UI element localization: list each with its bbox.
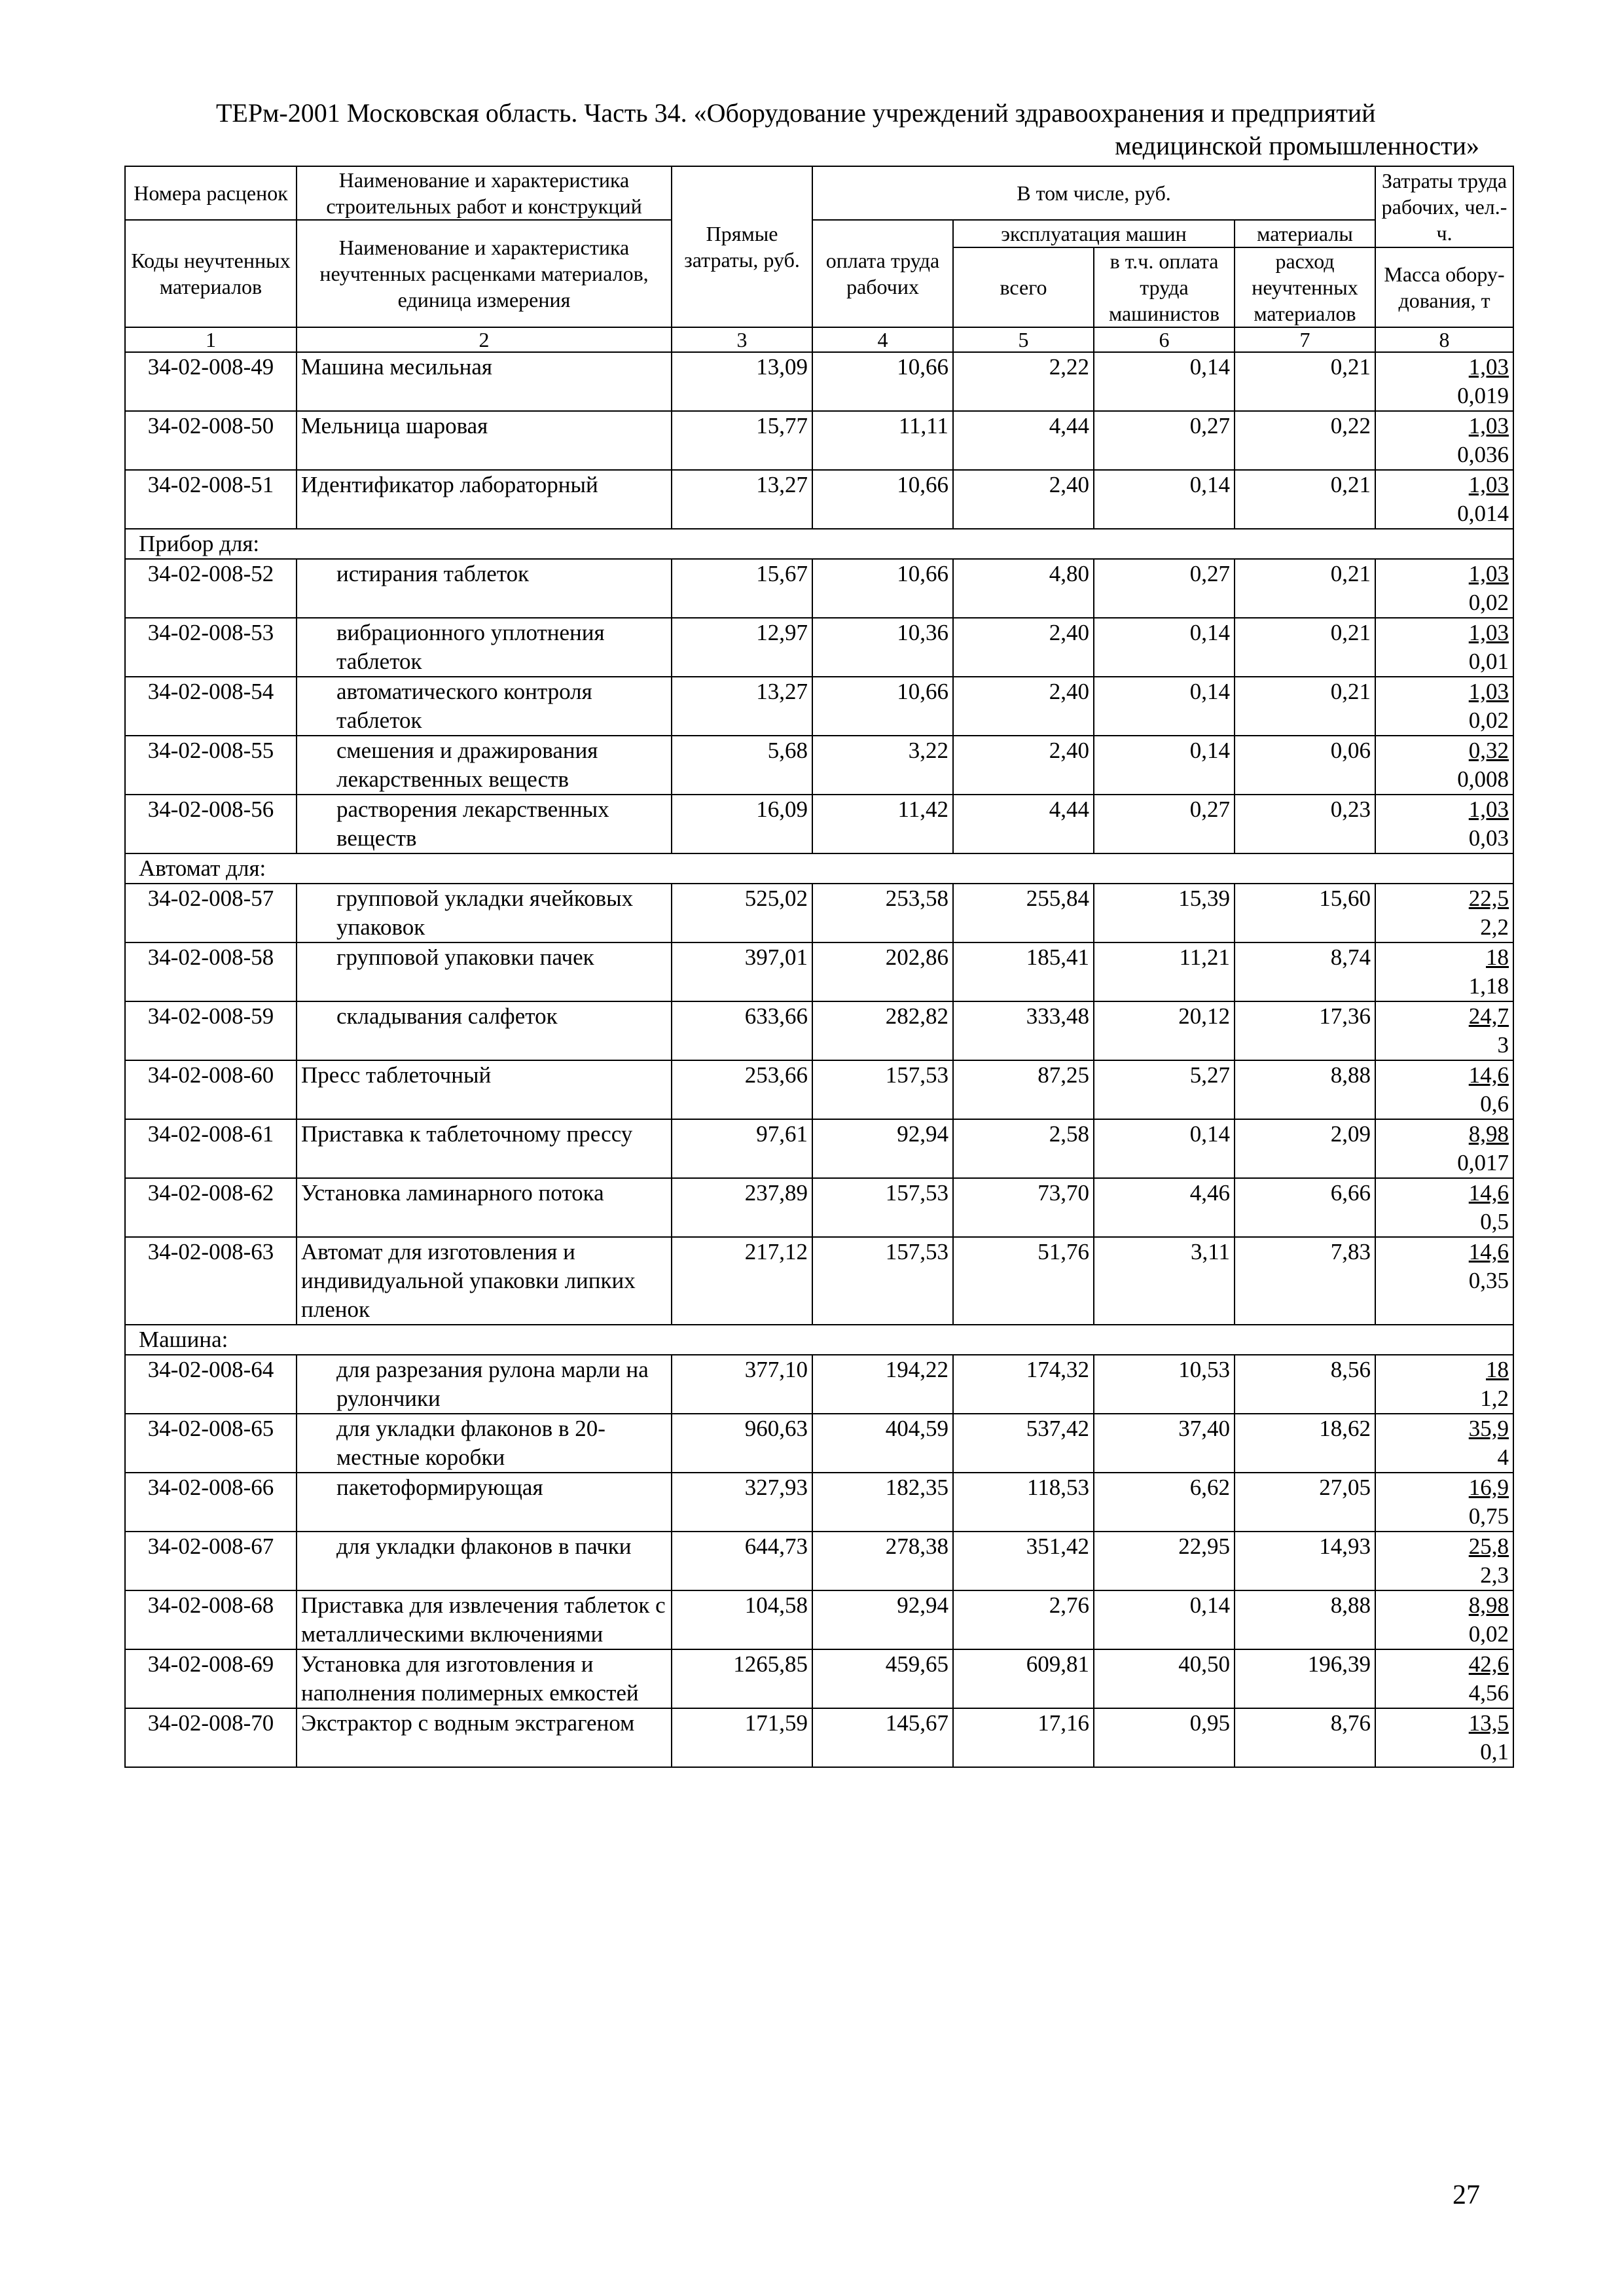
equipment-mass: 0,1 — [1480, 1739, 1509, 1765]
equipment-mass: 0,6 — [1480, 1091, 1509, 1117]
direct-cost: 644,73 — [672, 1532, 812, 1590]
labor-cost: 182,35 — [812, 1473, 953, 1532]
materials-cost: 0,22 — [1235, 411, 1375, 470]
direct-cost: 15,67 — [672, 559, 812, 618]
direct-cost: 237,89 — [672, 1178, 812, 1237]
materials-cost: 0,21 — [1235, 677, 1375, 736]
labor-hours-and-mass — [1375, 1532, 1513, 1590]
item-name: складывания салфеток — [297, 1001, 672, 1060]
rate-code: 34-02-008-66 — [125, 1473, 297, 1532]
machine-cost: 4,44 — [953, 411, 1094, 470]
item-name: растворения лекарственных веществ — [297, 795, 672, 853]
labor-hours-and-mass — [1375, 1237, 1513, 1325]
col-number: 8 — [1375, 327, 1513, 352]
labor-cost: 11,42 — [812, 795, 953, 853]
labor-cost: 10,36 — [812, 618, 953, 677]
machine-cost: 537,42 — [953, 1414, 1094, 1473]
rate-code: 34-02-008-67 — [125, 1532, 297, 1590]
table-row — [125, 677, 1513, 736]
col-number: 6 — [1094, 327, 1235, 352]
labor-hours: 25,8 — [1468, 1534, 1509, 1559]
labor-hours: 14,6 — [1468, 1180, 1509, 1206]
rate-code: 34-02-008-70 — [125, 1708, 297, 1767]
materials-cost: 27,05 — [1235, 1473, 1375, 1532]
rate-code: 34-02-008-53 — [125, 618, 297, 677]
col-number: 4 — [812, 327, 953, 352]
machinist-labor-cost: 15,39 — [1094, 884, 1235, 942]
header-line-1: ТЕРм-2001 Московская область. Часть 34. «Оборудование учреждений здравоохранения и предприятий — [216, 98, 1376, 128]
machinist-labor-cost: 0,95 — [1094, 1708, 1235, 1767]
table-body — [125, 352, 1513, 1767]
rate-code: 34-02-008-64 — [125, 1355, 297, 1414]
labor-hours: 42,6 — [1468, 1651, 1509, 1677]
equipment-mass: 0,75 — [1468, 1503, 1509, 1529]
col1-top-header: Номера расценок — [125, 166, 297, 220]
materials-cost: 0,21 — [1235, 352, 1375, 411]
labor-hours-and-mass — [1375, 942, 1513, 1001]
col8-top-header: Затраты труда рабочих, чел.-ч. — [1375, 166, 1513, 247]
labor-hours-and-mass — [1375, 1414, 1513, 1473]
rate-code: 34-02-008-62 — [125, 1178, 297, 1237]
labor-cost: 11,11 — [812, 411, 953, 470]
labor-hours-and-mass — [1375, 1119, 1513, 1178]
rate-code: 34-02-008-52 — [125, 559, 297, 618]
item-name: автоматического контроля таблеток — [297, 677, 672, 736]
col3-header: Прямые затраты, руб. — [672, 166, 812, 327]
equipment-mass: 0,35 — [1468, 1268, 1509, 1293]
equipment-mass: 2,3 — [1480, 1562, 1509, 1588]
col1-bottom-header: Коды неучтенных материалов — [125, 220, 297, 327]
direct-cost: 104,58 — [672, 1590, 812, 1649]
equipment-mass: 0,019 — [1457, 383, 1509, 408]
group-title: Прибор для: — [125, 529, 1513, 559]
equipment-mass: 0,02 — [1468, 708, 1509, 733]
item-name: Пресс таблеточный — [297, 1060, 672, 1119]
labor-hours: 1,03 — [1468, 354, 1509, 380]
table-row — [125, 1414, 1513, 1473]
header-line-2: медицинской промышленности» — [1115, 131, 1479, 160]
labor-hours: 14,6 — [1468, 1062, 1509, 1088]
labor-hours: 18 — [1486, 944, 1509, 970]
labor-cost: 404,59 — [812, 1414, 953, 1473]
equipment-mass: 0,014 — [1457, 501, 1509, 526]
rate-code: 34-02-008-65 — [125, 1414, 297, 1473]
labor-cost: 92,94 — [812, 1590, 953, 1649]
machinist-labor-cost: 0,27 — [1094, 795, 1235, 853]
direct-cost: 397,01 — [672, 942, 812, 1001]
materials-cost: 18,62 — [1235, 1414, 1375, 1473]
direct-cost: 217,12 — [672, 1237, 812, 1325]
materials-cost: 17,36 — [1235, 1001, 1375, 1060]
column-numbers-row — [125, 327, 1513, 352]
labor-hours: 24,7 — [1468, 1003, 1509, 1029]
machinist-labor-cost: 22,95 — [1094, 1532, 1235, 1590]
labor-hours-and-mass — [1375, 411, 1513, 470]
equipment-mass: 4 — [1497, 1444, 1509, 1470]
equipment-mass: 1,18 — [1468, 973, 1509, 999]
labor-hours-and-mass — [1375, 1708, 1513, 1767]
labor-hours-and-mass — [1375, 884, 1513, 942]
table-row — [125, 618, 1513, 677]
page-header — [216, 97, 1479, 162]
labor-hours-and-mass — [1375, 1355, 1513, 1414]
rate-code: 34-02-008-63 — [125, 1237, 297, 1325]
labor-hours-and-mass — [1375, 1060, 1513, 1119]
machine-cost: 2,76 — [953, 1590, 1094, 1649]
labor-cost: 157,53 — [812, 1237, 953, 1325]
table-row — [125, 1178, 1513, 1237]
col-number: 3 — [672, 327, 812, 352]
direct-cost: 97,61 — [672, 1119, 812, 1178]
direct-cost: 1265,85 — [672, 1649, 812, 1708]
table-row — [125, 1119, 1513, 1178]
labor-cost: 145,67 — [812, 1708, 953, 1767]
machine-cost: 2,58 — [953, 1119, 1094, 1178]
equipment-mass: 3 — [1497, 1032, 1509, 1058]
labor-hours-and-mass — [1375, 470, 1513, 529]
page-number: 27 — [1453, 2180, 1480, 2210]
rate-code: 34-02-008-49 — [125, 352, 297, 411]
rate-code: 34-02-008-61 — [125, 1119, 297, 1178]
machine-cost: 73,70 — [953, 1178, 1094, 1237]
materials-cost: 8,76 — [1235, 1708, 1375, 1767]
machine-cost: 17,16 — [953, 1708, 1094, 1767]
item-name: Экстрактор с водным экстрагеном — [297, 1708, 672, 1767]
machinist-labor-cost: 0,14 — [1094, 470, 1235, 529]
machine-cost: 2,40 — [953, 618, 1094, 677]
labor-hours: 1,03 — [1468, 679, 1509, 704]
machinist-labor-cost: 37,40 — [1094, 1414, 1235, 1473]
item-name: для укладки флаконов в 20-местные коробки — [297, 1414, 672, 1473]
item-name: Приставка для извлечения таблеток с металлическими включениями — [297, 1590, 672, 1649]
labor-cost: 253,58 — [812, 884, 953, 942]
machine-cost: 4,80 — [953, 559, 1094, 618]
machine-cost: 4,44 — [953, 795, 1094, 853]
materials-cost: 196,39 — [1235, 1649, 1375, 1708]
table-row — [125, 942, 1513, 1001]
item-name: пакетоформирующая — [297, 1473, 672, 1532]
labor-hours: 1,03 — [1468, 797, 1509, 822]
labor-hours-and-mass — [1375, 736, 1513, 795]
labor-cost: 10,66 — [812, 352, 953, 411]
labor-hours: 22,5 — [1468, 886, 1509, 911]
direct-cost: 960,63 — [672, 1414, 812, 1473]
labor-hours-and-mass — [1375, 1473, 1513, 1532]
labor-hours-and-mass — [1375, 795, 1513, 853]
rate-code: 34-02-008-58 — [125, 942, 297, 1001]
machinist-labor-cost: 4,46 — [1094, 1178, 1235, 1237]
labor-hours: 16,9 — [1468, 1475, 1509, 1500]
equipment-mass: 0,036 — [1457, 442, 1509, 467]
materials-cost: 0,21 — [1235, 559, 1375, 618]
equipment-mass: 0,02 — [1468, 590, 1509, 615]
col7-header: расход неучтенных материалов — [1235, 247, 1375, 327]
group-header: В том числе, руб. — [812, 166, 1375, 220]
table-row — [125, 1060, 1513, 1119]
rate-code: 34-02-008-59 — [125, 1001, 297, 1060]
materials-cost: 0,21 — [1235, 618, 1375, 677]
labor-cost: 10,66 — [812, 677, 953, 736]
machinist-labor-cost: 0,14 — [1094, 618, 1235, 677]
table-row — [125, 1237, 1513, 1325]
group-row — [125, 1325, 1513, 1355]
group-title: Автомат для: — [125, 853, 1513, 884]
labor-hours: 1,03 — [1468, 620, 1509, 645]
machine-cost: 174,32 — [953, 1355, 1094, 1414]
labor-hours: 1,03 — [1468, 561, 1509, 586]
machinist-labor-cost: 5,27 — [1094, 1060, 1235, 1119]
machine-cost: 87,25 — [953, 1060, 1094, 1119]
equipment-mass: 0,017 — [1457, 1150, 1509, 1175]
direct-cost: 16,09 — [672, 795, 812, 853]
rate-code: 34-02-008-54 — [125, 677, 297, 736]
direct-cost: 171,59 — [672, 1708, 812, 1767]
col-number: 2 — [297, 327, 672, 352]
direct-cost: 13,27 — [672, 470, 812, 529]
direct-cost: 525,02 — [672, 884, 812, 942]
direct-cost: 15,77 — [672, 411, 812, 470]
item-name: Автомат для изготовления и индивидуальной упаковки липких пленок — [297, 1237, 672, 1325]
direct-cost: 5,68 — [672, 736, 812, 795]
item-name: истирания таблеток — [297, 559, 672, 618]
labor-hours: 8,98 — [1468, 1592, 1509, 1618]
item-name: групповой укладки ячейковых упаковок — [297, 884, 672, 942]
labor-cost: 194,22 — [812, 1355, 953, 1414]
item-name: Установка для изготовления и наполнения полимерных емкостей — [297, 1649, 672, 1708]
labor-cost: 3,22 — [812, 736, 953, 795]
labor-cost: 10,66 — [812, 470, 953, 529]
machinist-labor-cost: 0,27 — [1094, 411, 1235, 470]
table-row — [125, 1355, 1513, 1414]
item-name: для укладки флаконов в пачки — [297, 1532, 672, 1590]
table-row — [125, 736, 1513, 795]
table-row — [125, 470, 1513, 529]
materials-header: материалы — [1235, 220, 1375, 247]
labor-cost: 157,53 — [812, 1178, 953, 1237]
machinist-labor-cost: 0,27 — [1094, 559, 1235, 618]
item-name: Мельница шаровая — [297, 411, 672, 470]
materials-cost: 8,56 — [1235, 1355, 1375, 1414]
table-row — [125, 559, 1513, 618]
item-name: смешения и дражирования лекарственных веществ — [297, 736, 672, 795]
table-row — [125, 884, 1513, 942]
table-row — [125, 1001, 1513, 1060]
machine-cost: 351,42 — [953, 1532, 1094, 1590]
labor-cost: 92,94 — [812, 1119, 953, 1178]
table-row — [125, 1590, 1513, 1649]
equipment-mass: 1,2 — [1480, 1386, 1509, 1411]
labor-cost: 157,53 — [812, 1060, 953, 1119]
machinist-labor-cost: 0,14 — [1094, 1119, 1235, 1178]
materials-cost: 0,06 — [1235, 736, 1375, 795]
equipment-mass: 0,02 — [1468, 1621, 1509, 1647]
direct-cost: 377,10 — [672, 1355, 812, 1414]
machine-cost: 255,84 — [953, 884, 1094, 942]
equipment-mass: 0,01 — [1468, 649, 1509, 674]
labor-hours: 14,6 — [1468, 1239, 1509, 1265]
rate-code: 34-02-008-60 — [125, 1060, 297, 1119]
table-head — [125, 166, 1513, 352]
rate-code: 34-02-008-50 — [125, 411, 297, 470]
machinist-labor-cost: 6,62 — [1094, 1473, 1235, 1532]
labor-hours: 13,5 — [1468, 1710, 1509, 1736]
table-row — [125, 411, 1513, 470]
direct-cost: 13,27 — [672, 677, 812, 736]
machine-cost: 2,40 — [953, 736, 1094, 795]
machine-cost: 2,22 — [953, 352, 1094, 411]
materials-cost: 7,83 — [1235, 1237, 1375, 1325]
machines-header: эксплуатация машин — [953, 220, 1235, 247]
table-row — [125, 1473, 1513, 1532]
machine-cost: 2,40 — [953, 470, 1094, 529]
machinist-labor-cost: 10,53 — [1094, 1355, 1235, 1414]
equipment-mass: 4,56 — [1468, 1680, 1509, 1706]
rate-code: 34-02-008-55 — [125, 736, 297, 795]
rate-code: 34-02-008-56 — [125, 795, 297, 853]
table-row — [125, 1649, 1513, 1708]
equipment-mass: 0,5 — [1480, 1209, 1509, 1234]
machinist-labor-cost: 3,11 — [1094, 1237, 1235, 1325]
labor-hours: 1,03 — [1468, 472, 1509, 497]
col4-header: оплата труда рабочих — [812, 220, 953, 327]
labor-hours-and-mass — [1375, 1178, 1513, 1237]
group-row — [125, 529, 1513, 559]
equipment-mass: 0,008 — [1457, 766, 1509, 792]
machine-cost: 185,41 — [953, 942, 1094, 1001]
labor-hours-and-mass — [1375, 352, 1513, 411]
table-row — [125, 795, 1513, 853]
labor-hours: 0,32 — [1468, 738, 1509, 763]
table-row — [125, 1532, 1513, 1590]
labor-hours-and-mass — [1375, 618, 1513, 677]
materials-cost: 14,93 — [1235, 1532, 1375, 1590]
item-name: для разрезания рулона марли на рулончики — [297, 1355, 672, 1414]
equipment-mass: 0,03 — [1468, 825, 1509, 851]
direct-cost: 13,09 — [672, 352, 812, 411]
rate-code: 34-02-008-51 — [125, 470, 297, 529]
item-name: Идентификатор лабораторный — [297, 470, 672, 529]
machine-cost: 333,48 — [953, 1001, 1094, 1060]
machinist-labor-cost: 0,14 — [1094, 1590, 1235, 1649]
materials-cost: 0,23 — [1235, 795, 1375, 853]
machinist-labor-cost: 11,21 — [1094, 942, 1235, 1001]
table-row — [125, 1708, 1513, 1767]
materials-cost: 8,88 — [1235, 1060, 1375, 1119]
rate-code: 34-02-008-68 — [125, 1590, 297, 1649]
col2-bottom-header: Наименование и характеристика неучтенных расценками материалов, единица измерения — [297, 220, 672, 327]
materials-cost: 0,21 — [1235, 470, 1375, 529]
materials-cost: 6,66 — [1235, 1178, 1375, 1237]
direct-cost: 12,97 — [672, 618, 812, 677]
col8-bottom-header: Масса обору-дования, т — [1375, 247, 1513, 327]
machinist-labor-cost: 0,14 — [1094, 677, 1235, 736]
direct-cost: 633,66 — [672, 1001, 812, 1060]
item-name: групповой упаковки пачек — [297, 942, 672, 1001]
rate-code: 34-02-008-69 — [125, 1649, 297, 1708]
item-name: Машина месильная — [297, 352, 672, 411]
labor-hours-and-mass — [1375, 1649, 1513, 1708]
col6-header: в т.ч. оплата труда машинистов — [1094, 247, 1235, 327]
machine-cost: 51,76 — [953, 1237, 1094, 1325]
col5-header: всего — [953, 247, 1094, 327]
labor-cost: 202,86 — [812, 942, 953, 1001]
labor-cost: 278,38 — [812, 1532, 953, 1590]
col2-top-header: Наименование и характеристика строительных работ и конструкций — [297, 166, 672, 220]
item-name: вибрационного уплотнения таблеток — [297, 618, 672, 677]
machinist-labor-cost: 0,14 — [1094, 352, 1235, 411]
machine-cost: 2,40 — [953, 677, 1094, 736]
col-number: 7 — [1235, 327, 1375, 352]
labor-hours-and-mass — [1375, 559, 1513, 618]
group-title: Машина: — [125, 1325, 1513, 1355]
col-number: 5 — [953, 327, 1094, 352]
price-table — [124, 166, 1514, 1768]
labor-cost: 459,65 — [812, 1649, 953, 1708]
machinist-labor-cost: 40,50 — [1094, 1649, 1235, 1708]
machine-cost: 609,81 — [953, 1649, 1094, 1708]
machinist-labor-cost: 20,12 — [1094, 1001, 1235, 1060]
col-number: 1 — [125, 327, 297, 352]
table-row — [125, 352, 1513, 411]
group-row — [125, 853, 1513, 884]
direct-cost: 327,93 — [672, 1473, 812, 1532]
labor-hours-and-mass — [1375, 1001, 1513, 1060]
machine-cost: 118,53 — [953, 1473, 1094, 1532]
materials-cost: 15,60 — [1235, 884, 1375, 942]
materials-cost: 8,88 — [1235, 1590, 1375, 1649]
machinist-labor-cost: 0,14 — [1094, 736, 1235, 795]
item-name: Установка ламинарного потока — [297, 1178, 672, 1237]
labor-hours-and-mass — [1375, 677, 1513, 736]
labor-hours: 8,98 — [1468, 1121, 1509, 1147]
direct-cost: 253,66 — [672, 1060, 812, 1119]
labor-cost: 10,66 — [812, 559, 953, 618]
materials-cost: 2,09 — [1235, 1119, 1375, 1178]
item-name: Приставка к таблеточному прессу — [297, 1119, 672, 1178]
labor-cost: 282,82 — [812, 1001, 953, 1060]
labor-hours-and-mass — [1375, 1590, 1513, 1649]
materials-cost: 8,74 — [1235, 942, 1375, 1001]
labor-hours: 35,9 — [1468, 1416, 1509, 1441]
rate-code: 34-02-008-57 — [125, 884, 297, 942]
equipment-mass: 2,2 — [1480, 914, 1509, 940]
labor-hours: 18 — [1486, 1357, 1509, 1382]
labor-hours: 1,03 — [1468, 413, 1509, 439]
